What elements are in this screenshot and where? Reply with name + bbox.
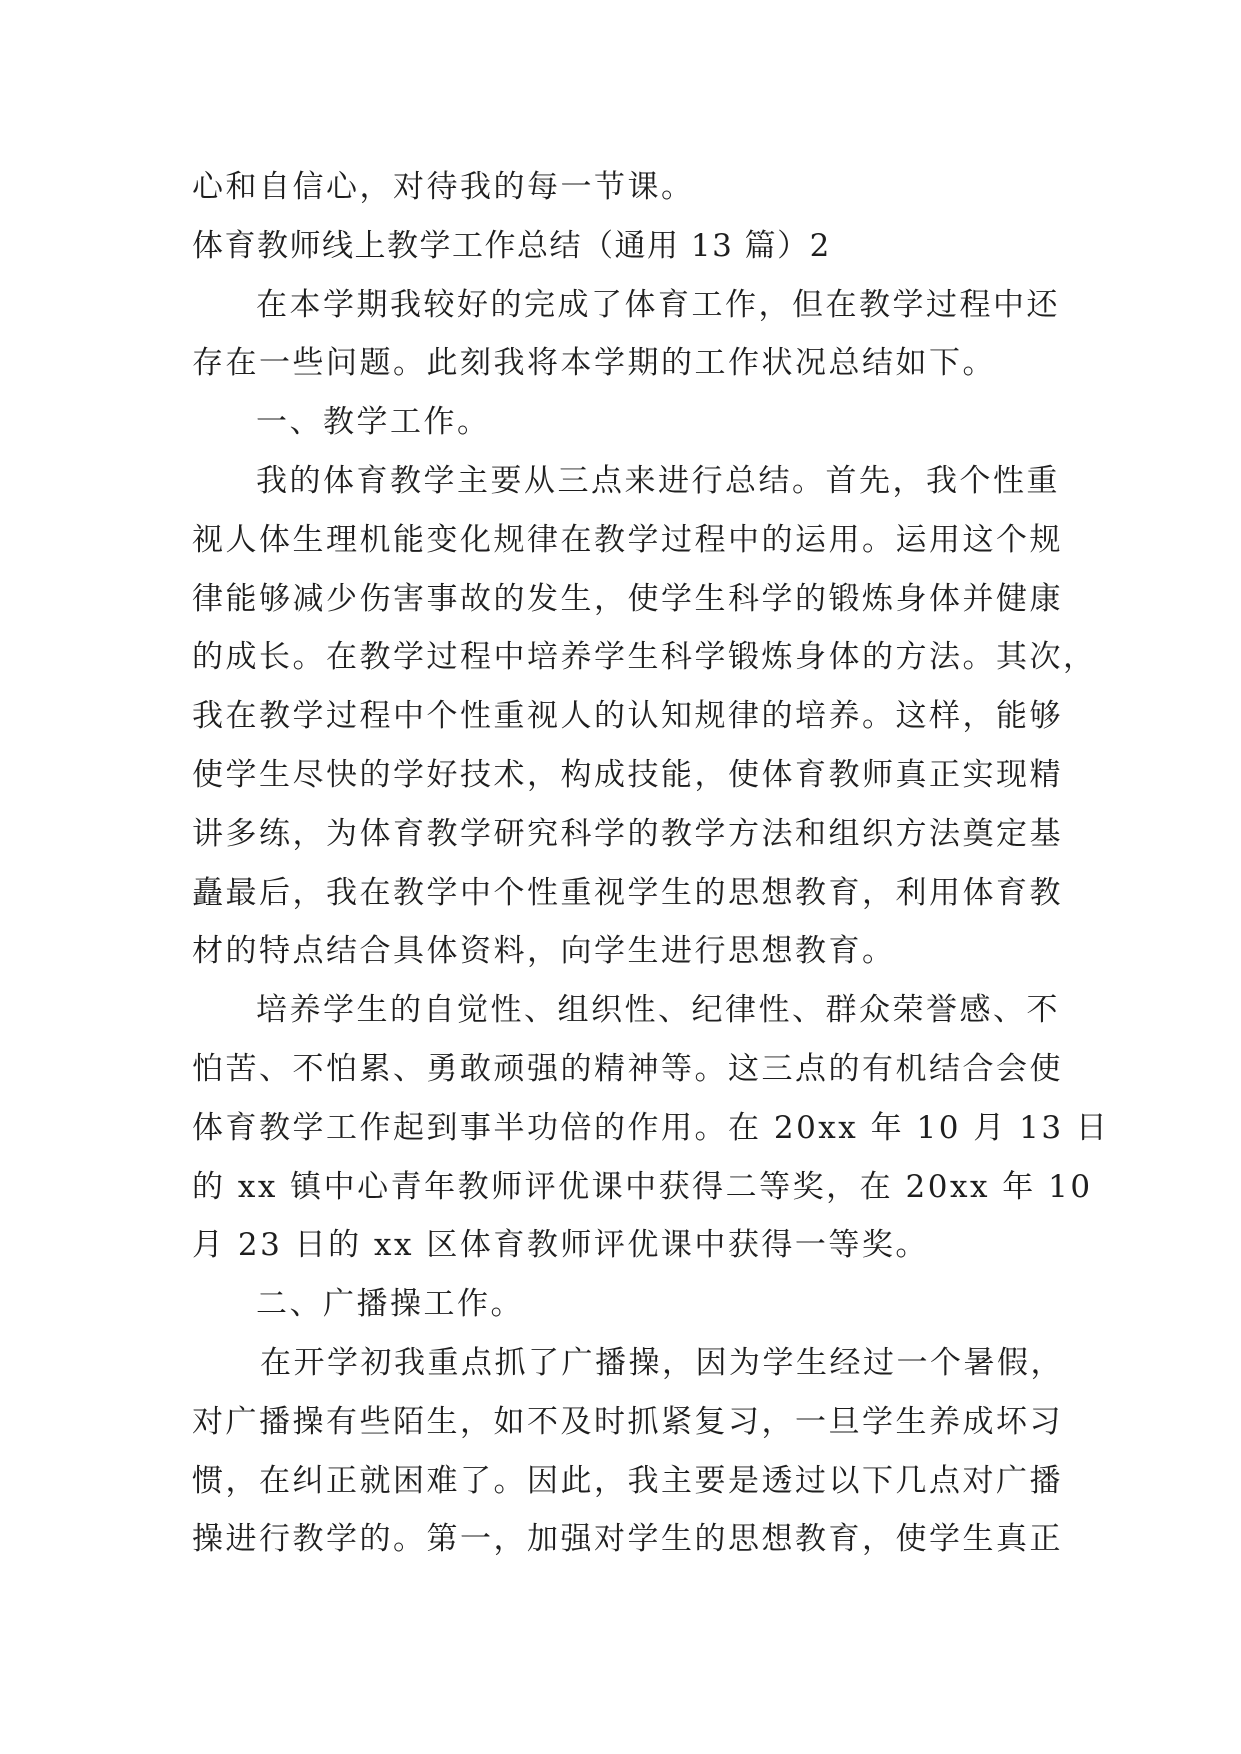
text-line: 律能够减少伤害事故的发生，使学生科学的锻炼身体并健康 bbox=[192, 580, 1063, 617]
text-line: 体育教学工作起到事半功倍的作用。在 20xx 年 10 月 13 日 bbox=[192, 1109, 1110, 1146]
text-line: 存在一些问题。此刻我将本学期的工作状况总结如下。 bbox=[192, 345, 996, 382]
text-line: 使学生尽快的学好技术，构成技能，使体育教师真正实现精 bbox=[192, 756, 1063, 793]
text-line: 我在教学过程中个性重视人的认知规律的培养。这样，能够 bbox=[192, 698, 1063, 735]
subheading: 一、教学工作。 bbox=[256, 404, 491, 441]
text-line: 对广播操有些陌生，如不及时抓紧复习，一旦学生养成坏习 bbox=[192, 1403, 1063, 1440]
section-title: 体育教师线上教学工作总结（通用 13 篇）2 bbox=[192, 227, 831, 264]
text-line: 材的特点结合具体资料，向学生进行思想教育。 bbox=[192, 933, 896, 970]
text-line: 矗最后，我在教学中个性重视学生的思想教育，利用体育教 bbox=[192, 874, 1063, 911]
text-line: 操进行教学的。第一，加强对学生的思想教育，使学生真正 bbox=[192, 1521, 1063, 1558]
text-line: 在开学初我重点抓了广播操，因为学生经过一个暑假， bbox=[260, 1344, 1064, 1381]
text-line: 的 xx 镇中心青年教师评优课中获得二等奖，在 20xx 年 10 bbox=[192, 1168, 1093, 1205]
document-body bbox=[192, 158, 1110, 1569]
text-line: 讲多练，为体育教学研究科学的教学方法和组织方法奠定基 bbox=[192, 815, 1063, 852]
text-line: 惯，在纠正就困难了。因此，我主要是透过以下几点对广播 bbox=[192, 1462, 1063, 1499]
text-line: 怕苦、不怕累、勇敢顽强的精神等。这三点的有机结合会使 bbox=[192, 1050, 1063, 1087]
text-line: 月 23 日的 xx 区体育教师评优课中获得一等奖。 bbox=[192, 1227, 929, 1264]
text-line: 视人体生理机能变化规律在教学过程中的运用。运用这个规 bbox=[192, 521, 1063, 558]
subheading: 二、广播操工作。 bbox=[256, 1286, 524, 1323]
text-line: 心和自信心，对待我的每一节课。 bbox=[192, 169, 695, 205]
text-line: 在本学期我较好的完成了体育工作，但在教学过程中还 bbox=[256, 286, 1060, 323]
text-line: 的成长。在教学过程中培养学生科学锻炼身体的方法。其次， bbox=[192, 639, 1097, 676]
text-line: 培养学生的自觉性、组织性、纪律性、群众荣誉感、不 bbox=[256, 992, 1060, 1029]
text-line: 我的体育教学主要从三点来进行总结。首先，我个性重 bbox=[256, 462, 1060, 499]
